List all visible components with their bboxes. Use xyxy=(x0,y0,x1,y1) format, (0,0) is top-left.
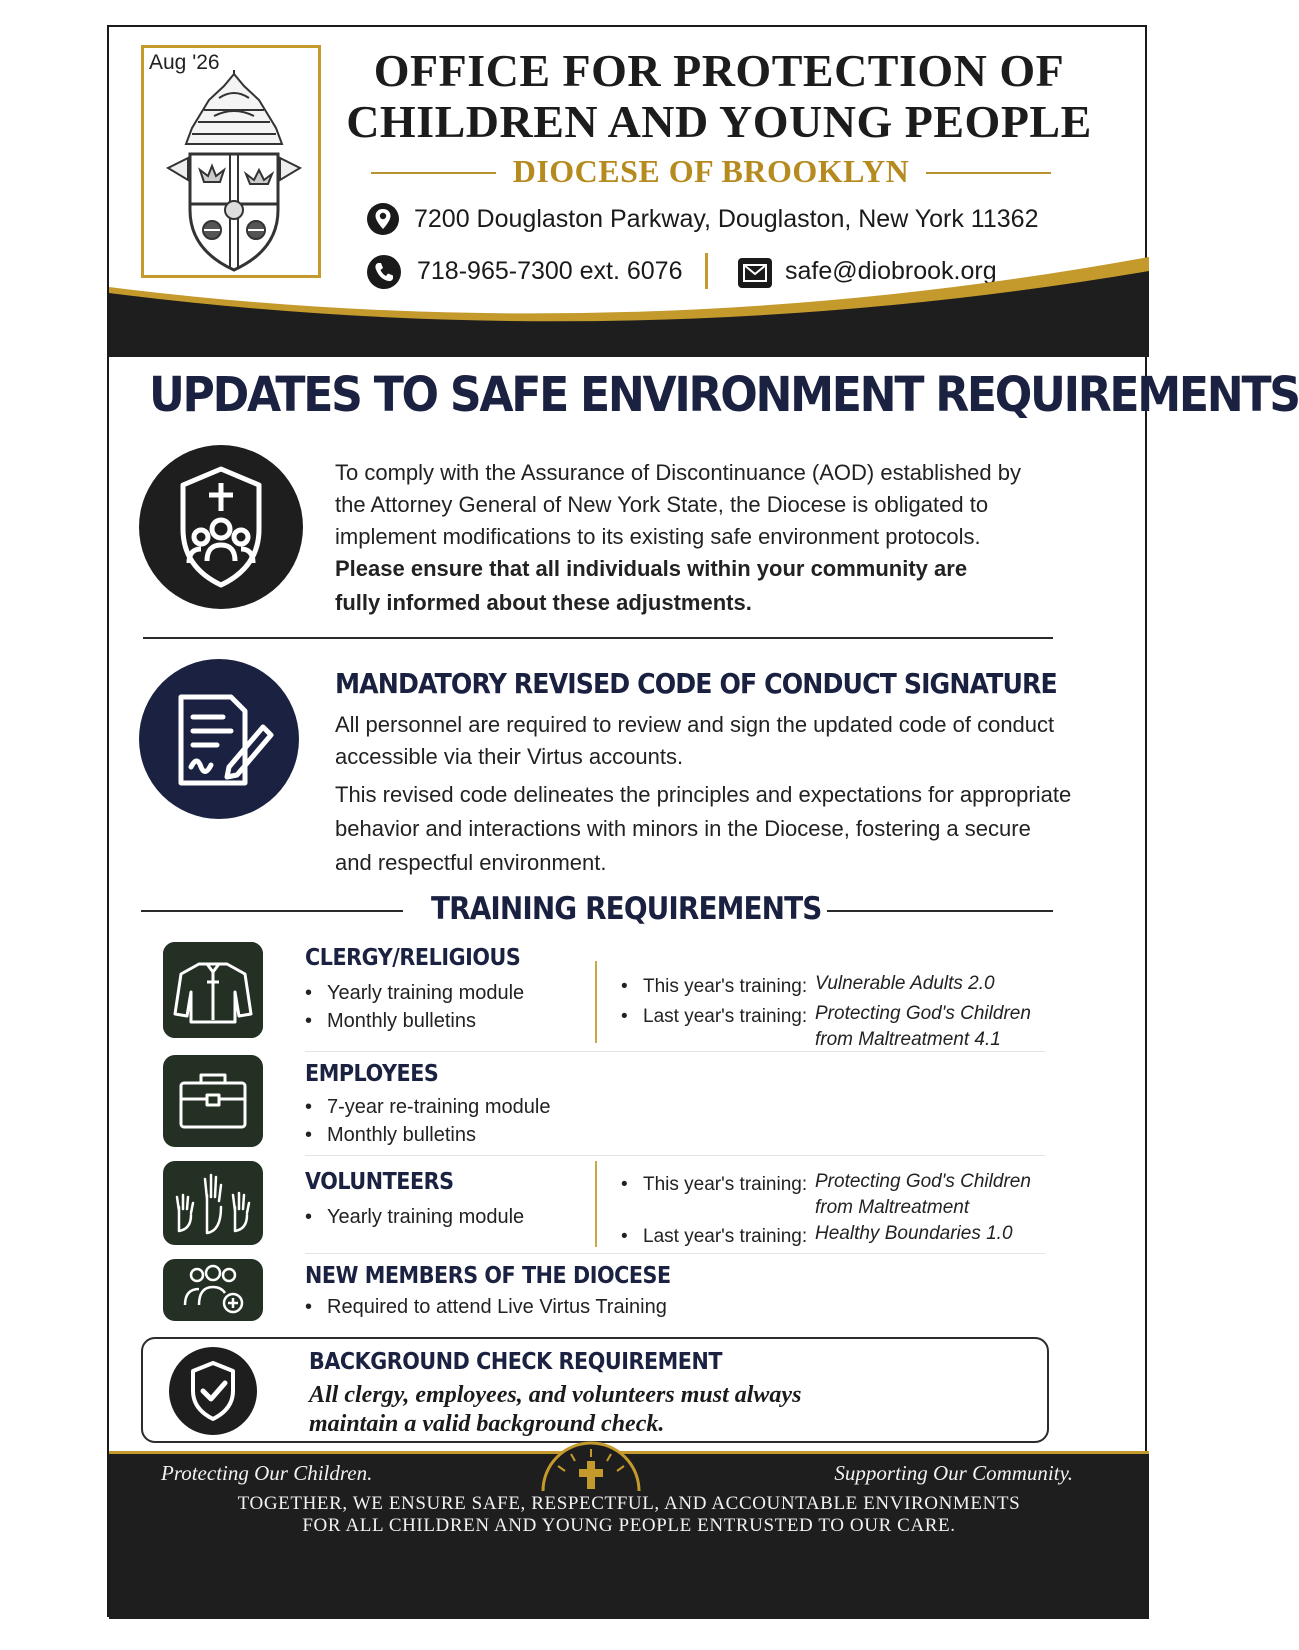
employees-title: EMPLOYEES xyxy=(305,1061,439,1087)
clergy-bullet-1: • Yearly training module xyxy=(305,979,524,1007)
new-members-title: NEW MEMBERS OF THE DIOCESE xyxy=(305,1263,671,1289)
phone: 718-965-7300 ext. 6076 xyxy=(417,257,683,285)
row-separator xyxy=(305,1155,1045,1156)
volunteers-last-year xyxy=(621,1223,807,1251)
main-title: UPDATES TO SAFE ENVIRONMENT REQUIREMENTS xyxy=(149,367,1299,423)
footer-tagline xyxy=(109,1493,1149,1537)
background-check-title: BACKGROUND CHECK REQUIREMENT xyxy=(309,1349,723,1375)
clergy-gold-rule xyxy=(595,961,597,1043)
training-rule-left xyxy=(141,910,403,912)
diocesan-crest-icon xyxy=(164,70,304,275)
code-p1-line1: All personnel are required to review and sign the updated code of conduct xyxy=(335,712,1055,737)
volunteers-this-year-value-2: from Maltreatment xyxy=(815,1197,970,1218)
background-check-line2: maintain a valid background check. xyxy=(309,1411,665,1437)
volunteers-gold-rule xyxy=(595,1161,597,1247)
clergy-last-year-label: • Last year's training: xyxy=(621,1006,807,1027)
document-sign-icon xyxy=(139,659,299,819)
address: 7200 Douglaston Parkway, Douglaston, New York 11362 xyxy=(414,205,1039,233)
add-people-icon xyxy=(163,1259,263,1321)
diocese-name: DIOCESE OF BROOKLYN xyxy=(512,153,910,189)
header-swoosh xyxy=(109,247,1149,357)
code-p2-line2: behavior and interactions with minors in the Diocese, fostering a secure xyxy=(335,816,1031,841)
clergy-this-year-label: • This year's training: xyxy=(621,976,807,997)
code-p1-line2: accessible via their Virtus accounts. xyxy=(335,744,684,769)
footer-left: Protecting Our Children. xyxy=(161,1461,373,1485)
section-divider xyxy=(143,637,1053,639)
raised-hands-icon xyxy=(163,1161,263,1245)
volunteers-this-year-value-1: Protecting God's Children xyxy=(815,1171,1031,1192)
office-title-line1: OFFICE FOR PROTECTION OF xyxy=(373,45,1065,96)
training-title: TRAINING REQUIREMENTS xyxy=(431,891,822,927)
volunteers-bullet-1: • Yearly training module xyxy=(305,1203,524,1231)
office-title-line2: CHILDREN AND YOUNG PEOPLE xyxy=(346,96,1092,147)
briefcase-icon xyxy=(163,1055,263,1147)
row-separator xyxy=(305,1051,1045,1052)
gold-rule-right xyxy=(926,172,1051,174)
office-title xyxy=(329,45,1109,147)
new-members-bullet-1: • Required to attend Live Virtus Training xyxy=(305,1293,667,1321)
volunteers-last-year-value: Healthy Boundaries 1.0 xyxy=(815,1223,1013,1244)
footer-tagline-line1: TOGETHER, WE ENSURE SAFE, RESPECTFUL, AND ACCOUNTABLE ENVIRONMENTS xyxy=(237,1493,1021,1514)
clergy-this-year-value: Vulnerable Adults 2.0 xyxy=(815,973,995,994)
background-check-box xyxy=(141,1337,1049,1443)
background-check-line1: All clergy, employees, and volunteers must always xyxy=(309,1382,802,1408)
employees-bullet-1: • 7-year re-training module xyxy=(305,1093,550,1121)
code-of-conduct-title: MANDATORY REVISED CODE OF CONDUCT SIGNATURE xyxy=(335,667,1057,700)
footer-tagline-line2: FOR ALL CHILDREN AND YOUNG PEOPLE ENTRUSTED TO OUR CARE. xyxy=(302,1515,956,1536)
employees-bullet-2: • Monthly bulletins xyxy=(305,1121,476,1149)
volunteers-title: VOLUNTEERS xyxy=(305,1169,454,1195)
shield-check-icon xyxy=(169,1347,257,1435)
email: safe@diobrook.org xyxy=(785,257,997,285)
footer-right: Supporting Our Community. xyxy=(834,1461,1073,1485)
shield-community-icon xyxy=(139,445,303,609)
volunteers-this-year-label: • This year's training: xyxy=(621,1174,807,1195)
clergy-this-year xyxy=(621,973,807,1001)
clergy-last-year xyxy=(621,1003,807,1031)
clergy-title: CLERGY/RELIGIOUS xyxy=(305,945,521,971)
intro-bold-line2: fully informed about these adjustments. xyxy=(335,590,752,615)
training-rule-right xyxy=(827,910,1053,912)
radiant-cross-icon xyxy=(539,1439,643,1491)
intro-text: To comply with the Assurance of Discontinuance (AOD) established by the Attorney General of New York State, the Diocese is obligated to implement modifications to its existing safe environment protocols. xyxy=(335,460,1021,549)
logo-frame xyxy=(141,45,321,278)
location-pin-icon xyxy=(367,203,399,235)
intro-bold-line1: Please ensure that all individuals within your community are xyxy=(335,556,968,581)
flyer-page xyxy=(107,25,1299,1617)
volunteers-this-year xyxy=(621,1171,807,1199)
code-p2-line1: This revised code delineates the principles and expectations for appropriate xyxy=(335,782,1072,807)
diocese-heading xyxy=(371,153,1051,193)
volunteers-last-year-label: • Last year's training: xyxy=(621,1226,807,1247)
clerical-shirt-icon xyxy=(163,942,263,1038)
background-check-text xyxy=(309,1381,801,1439)
clergy-bullet-2: • Monthly bulletins xyxy=(305,1007,476,1035)
clergy-last-year-value-1: Protecting God's Children xyxy=(815,1003,1031,1024)
clergy-last-year-value-2: from Maltreatment 4.1 xyxy=(815,1029,1001,1050)
code-p2-line3: and respectful environment. xyxy=(335,850,607,875)
row-separator xyxy=(305,1253,1045,1254)
date-stamp: Aug '26 xyxy=(149,51,220,74)
